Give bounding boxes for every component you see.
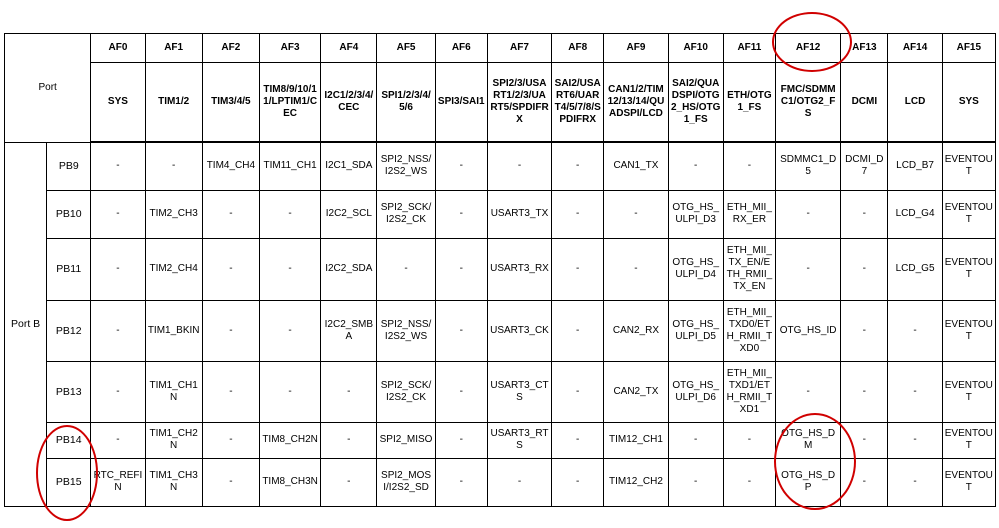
af-cell: - (91, 300, 145, 361)
af-cell: EVENTOUT (942, 458, 995, 506)
af-cell: - (841, 300, 888, 361)
af-cell: - (91, 142, 145, 190)
af-cell: CAN1_TX (604, 142, 668, 190)
af-cell: - (202, 300, 259, 361)
af-cell: - (487, 142, 551, 190)
af-cell: - (435, 238, 487, 300)
af-cell: - (552, 142, 604, 190)
af-cell: USART3_RTS (487, 422, 551, 458)
af-cell: I2C1_SDA (321, 142, 377, 190)
af-header: AF13 (841, 34, 888, 63)
af-cell: - (487, 458, 551, 506)
af-cell: OTG_HS_ULPI_D3 (668, 190, 723, 238)
af-cell: - (321, 458, 377, 506)
function-header: FMC/SDMMC1/OTG2_FS (776, 63, 841, 143)
af-cell: TIM1_CH3N (145, 458, 202, 506)
af-header: AF2 (202, 34, 259, 63)
af-cell: SPI2_SCK/I2S2_CK (377, 190, 435, 238)
af-cell: CAN2_RX (604, 300, 668, 361)
pin-name: PB15 (47, 458, 91, 506)
af-cell: - (202, 458, 259, 506)
af-header: AF11 (723, 34, 775, 63)
af-cell: I2C2_SDA (321, 238, 377, 300)
af-cell: EVENTOUT (942, 422, 995, 458)
af-cell: LCD_G5 (888, 238, 942, 300)
af-cell: - (776, 190, 841, 238)
af-header: AF15 (942, 34, 995, 63)
af-header: AF12 (776, 34, 841, 63)
af-cell: USART3_RX (487, 238, 551, 300)
af-cell: SPI2_SCK/I2S2_CK (377, 361, 435, 422)
af-cell: OTG_HS_ULPI_D6 (668, 361, 723, 422)
af-cell: - (91, 190, 145, 238)
af-cell: EVENTOUT (942, 238, 995, 300)
function-header: SYS (91, 63, 145, 143)
af-cell: - (91, 361, 145, 422)
af-cell: CAN2_TX (604, 361, 668, 422)
af-cell: - (552, 458, 604, 506)
af-cell: - (888, 361, 942, 422)
table-row (5, 458, 996, 506)
af-cell: ETH_MII_TXD0/ETH_RMII_TXD0 (723, 300, 775, 361)
af-cell: - (552, 300, 604, 361)
af-number-header-row (5, 34, 996, 63)
af-cell: - (668, 422, 723, 458)
function-header: TIM1/2 (145, 63, 202, 143)
function-header: CAN1/2/TIM12/13/14/QUADSPI/LCD (604, 63, 668, 143)
af-cell: - (841, 238, 888, 300)
af-cell: - (259, 190, 320, 238)
pin-name: PB10 (47, 190, 91, 238)
pin-name: PB9 (47, 142, 91, 190)
af-cell: TIM8_CH3N (259, 458, 320, 506)
af-cell: - (259, 361, 320, 422)
af-cell: - (841, 422, 888, 458)
af-cell: - (259, 238, 320, 300)
function-header: SYS (942, 63, 995, 143)
function-header: TIM3/4/5 (202, 63, 259, 143)
function-header: SPI3/SAI1 (435, 63, 487, 143)
af-cell: - (202, 422, 259, 458)
af-cell: EVENTOUT (942, 300, 995, 361)
af-cell: OTG_HS_ULPI_D4 (668, 238, 723, 300)
af-cell: - (552, 190, 604, 238)
af-header: AF14 (888, 34, 942, 63)
af-cell: TIM4_CH4 (202, 142, 259, 190)
af-cell: - (552, 361, 604, 422)
af-cell: TIM8_CH2N (259, 422, 320, 458)
table-row (5, 361, 996, 422)
af-cell: - (91, 238, 145, 300)
af-cell: TIM1_CH1N (145, 361, 202, 422)
port-header: Port (5, 34, 91, 143)
af-cell: - (435, 458, 487, 506)
af-cell: - (377, 238, 435, 300)
pin-name: PB12 (47, 300, 91, 361)
af-cell: I2C2_SCL (321, 190, 377, 238)
table-row (5, 142, 996, 190)
af-header: AF6 (435, 34, 487, 63)
af-cell: USART3_CK (487, 300, 551, 361)
port-group-label: Port B (5, 142, 47, 506)
af-cell: - (435, 422, 487, 458)
function-header: SPI1/2/3/4/5/6 (377, 63, 435, 143)
af-cell: SDMMC1_D5 (776, 142, 841, 190)
af-cell: EVENTOUT (942, 142, 995, 190)
alternate-function-table (4, 33, 996, 507)
af-cell: SPI2_NSS/I2S2_WS (377, 142, 435, 190)
table-row (5, 190, 996, 238)
af-cell: SPI2_NSS/I2S2_WS (377, 300, 435, 361)
function-header-row (5, 63, 996, 143)
af-header: AF10 (668, 34, 723, 63)
af-cell: TIM2_CH4 (145, 238, 202, 300)
table-row (5, 238, 996, 300)
af-header: AF5 (377, 34, 435, 63)
af-cell: - (259, 300, 320, 361)
af-cell: - (888, 300, 942, 361)
af-cell: LCD_B7 (888, 142, 942, 190)
af-cell: - (321, 361, 377, 422)
function-header: DCMI (841, 63, 888, 143)
af-cell: - (91, 422, 145, 458)
af-cell: OTG_HS_ULPI_D5 (668, 300, 723, 361)
af-header: AF3 (259, 34, 320, 63)
af-cell: - (435, 142, 487, 190)
pin-name: PB11 (47, 238, 91, 300)
af-header: AF4 (321, 34, 377, 63)
af-cell: I2C2_SMBA (321, 300, 377, 361)
af-cell: OTG_HS_DM (776, 422, 841, 458)
af-cell: - (841, 458, 888, 506)
af-cell: OTG_HS_ID (776, 300, 841, 361)
af-cell: ETH_MII_RX_ER (723, 190, 775, 238)
af-header: AF7 (487, 34, 551, 63)
af-cell: ETH_MII_TXD1/ETH_RMII_TXD1 (723, 361, 775, 422)
af-cell: - (776, 361, 841, 422)
pin-name: PB14 (47, 422, 91, 458)
table-body (5, 142, 996, 506)
af-cell: LCD_G4 (888, 190, 942, 238)
af-cell: - (202, 361, 259, 422)
af-cell: TIM1_BKIN (145, 300, 202, 361)
af-cell: TIM12_CH1 (604, 422, 668, 458)
af-cell: - (435, 300, 487, 361)
af-cell: OTG_HS_DP (776, 458, 841, 506)
af-header: AF0 (91, 34, 145, 63)
af-cell: EVENTOUT (942, 361, 995, 422)
table-row (5, 300, 996, 361)
af-cell: - (723, 422, 775, 458)
af-cell: USART3_TX (487, 190, 551, 238)
af-header: AF1 (145, 34, 202, 63)
af-cell: - (723, 458, 775, 506)
af-cell: TIM2_CH3 (145, 190, 202, 238)
af-cell: TIM1_CH2N (145, 422, 202, 458)
function-header: TIM8/9/10/11/LPTIM1/CEC (259, 63, 320, 143)
af-cell: - (435, 361, 487, 422)
af-cell: - (888, 422, 942, 458)
af-cell: RTC_REFIN (91, 458, 145, 506)
af-cell: - (776, 238, 841, 300)
pin-name: PB13 (47, 361, 91, 422)
af-header: AF9 (604, 34, 668, 63)
function-header: SAI2/QUADSPI/OTG2_HS/OTG1_FS (668, 63, 723, 143)
af-cell: TIM12_CH2 (604, 458, 668, 506)
af-cell: - (321, 422, 377, 458)
af-cell: - (202, 190, 259, 238)
af-cell: - (552, 422, 604, 458)
af-cell: - (668, 458, 723, 506)
af-cell: - (723, 142, 775, 190)
function-header: ETH/OTG1_FS (723, 63, 775, 143)
af-cell: DCMI_D7 (841, 142, 888, 190)
af-cell: - (841, 190, 888, 238)
function-header: SPI2/3/USART1/2/3/UART5/SPDIFRX (487, 63, 551, 143)
af-cell: - (604, 238, 668, 300)
af-header: AF8 (552, 34, 604, 63)
function-header: I2C1/2/3/4/CEC (321, 63, 377, 143)
af-cell: - (435, 190, 487, 238)
af-cell: - (841, 361, 888, 422)
af-cell: USART3_CTS (487, 361, 551, 422)
af-cell: - (668, 142, 723, 190)
function-header: LCD (888, 63, 942, 143)
table-row (5, 422, 996, 458)
af-cell: - (604, 190, 668, 238)
af-cell: EVENTOUT (942, 190, 995, 238)
af-cell: SPI2_MISO (377, 422, 435, 458)
af-cell: ETH_MII_TX_EN/ETH_RMII_TX_EN (723, 238, 775, 300)
af-cell: - (202, 238, 259, 300)
function-header: SAI2/USART6/UART4/5/7/8/SPDIFRX (552, 63, 604, 143)
af-cell: - (145, 142, 202, 190)
af-cell: - (552, 238, 604, 300)
af-cell: - (888, 458, 942, 506)
af-cell: SPI2_MOSI/I2S2_SD (377, 458, 435, 506)
af-cell: TIM11_CH1 (259, 142, 320, 190)
